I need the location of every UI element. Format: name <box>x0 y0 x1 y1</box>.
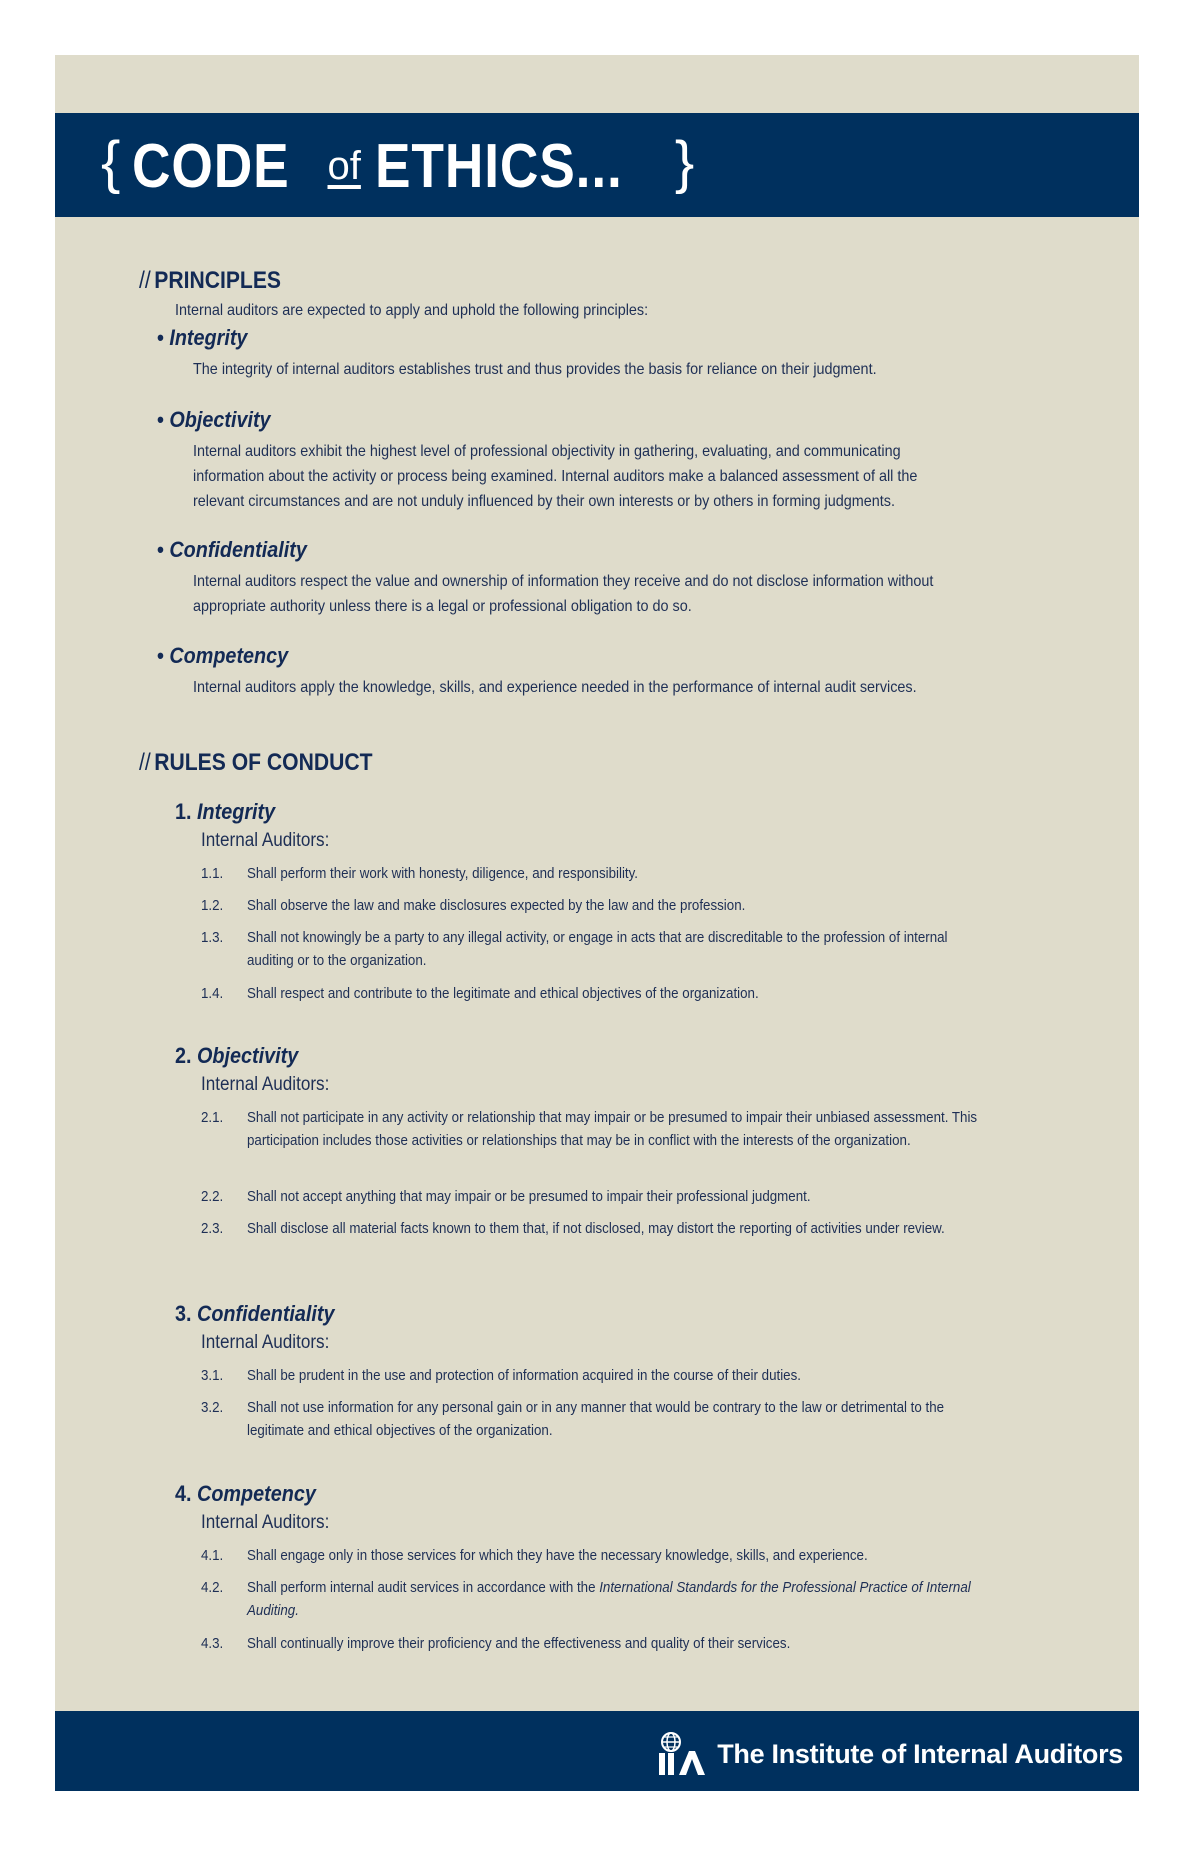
principle-objectivity-text: Internal auditors exhibit the highest level of professional objectivity in gathering, evaluating, and communicating information about the activity or process being examined. Internal auditors make a balanced assessment of all the relevant circumstances and are not unduly influenced by their own interests or by others in forming judgments. <box>193 443 918 510</box>
principle-integrity-text: The integrity of internal auditors establishes trust and thus provides the basis for reliance on their judgment. <box>193 361 877 378</box>
iia-globe-logo-icon <box>657 1731 713 1777</box>
rule-group-competency-heading: 4. Competency <box>175 1481 316 1506</box>
principle-confidentiality-text: Internal auditors respect the value and ownership of information they receive and do not disclose information without appropriate authority unless there is a legal or professional obligation to do so. <box>193 573 934 615</box>
principle-integrity-heading: • Integrity <box>157 325 248 350</box>
title-brace-open: { <box>101 130 121 195</box>
top-band <box>55 55 1139 110</box>
rules-heading-text: RULES OF CONDUCT <box>154 749 373 776</box>
rule-group-confidentiality-heading: 3. Confidentiality <box>175 1301 335 1326</box>
title-bar <box>55 113 1139 217</box>
org-name: The Institute of Internal Auditors <box>717 1738 1123 1769</box>
rule-group-objectivity-subtitle: Internal Auditors: <box>201 1074 330 1095</box>
principle-competency-text: Internal auditors apply the knowledge, skills, and experience needed in the performance of internal audit services. <box>193 679 917 696</box>
code-of-ethics-poster <box>55 55 1139 1791</box>
iia-logo <box>657 1729 1123 1779</box>
rule-group-integrity-heading: 1. Integrity <box>175 799 276 824</box>
footer-bar <box>55 1711 1139 1791</box>
principles-heading <box>139 267 281 295</box>
page-title <box>101 131 694 201</box>
standards-title: International Standards for the Professional Practice of Internal Auditing. <box>247 1580 971 1619</box>
principle-competency-heading: • Competency <box>157 643 289 668</box>
title-word-ethics: ETHICS... <box>374 131 623 201</box>
principles-intro: Internal auditors are expected to apply and uphold the following principles: <box>175 302 649 319</box>
principles-heading-text: PRINCIPLES <box>154 267 282 294</box>
content-area: // PRINCIPLES Internal auditors are expected to apply and uphold the following principles: • Integrity The integrity of internal auditors establishes trust and thus provides the basis for reliance on their judgment. • Objectivity Internal auditors exhibit the highest level of professional objectivity in gathering, evaluating, and communicating information about the activity or process being examined. Internal auditors make a balanced assessment of all the relevant circumstances and are not unduly influenced by their own interests or by others in forming judgments. • Confidentiality Internal auditors respect the value and ownership of information they receive and do not disclose information without appropriate authority unless there is a legal or professional obligation to do so. • Competency Internal auditors apply the knowledge, skills, and experience needed in the performance of internal audit services. // RULES OF CONDUCT 1. Integrity Internal Auditors: 1.1. Shall perform their work with honesty, diligence, and responsibility. 1.2. Shall observe the law and make disclosures expected by the law and the profession. 1.3. Shall not knowingly be a party to any illegal activity, or engage in acts that are discreditable to the profession of internal auditing or to the organization. 1.4. Shall respect and contribute to the legitimate and ethical objectives of the organization. 2. Objectivity Internal Auditors: 2.1. Shall not participate in any activity or relationship that may impair or be presumed to impair their unbiased assessment. This participation includes those activities or relationships that may be in conflict with the interests of the organization. 2.2. Shall not accept anything that may impair or be presumed to impair their professional judgment. 2.3. Shall disclose all material facts known to them that, if not disclosed, may distort the reporting of activities under review. 3. Confidentiality Internal Auditors: 3.1. Shall be prudent in the use and protection of information acquired in the course of their duties. 3.2. Shall not use information for any personal gain or in any manner that would be contrary to the law or detrimental to the legitimate and ethical objectives of the organization. 4. Competency Internal Auditors: 4.1. Shall engage only in those services for which they have the necessary knowledge, skills, and experience. 4.2. Shall perform internal audit services in accordance with the International Standards for the Professional Practice of Internal Auditing. 4.3. Shall continually improve their proficiency and the effectiveness and quality of their services. <box>139 267 978 1652</box>
principles-slashes: // <box>139 267 151 294</box>
title-brace-close: } <box>674 130 695 195</box>
rule-group-competency-subtitle: Internal Auditors: <box>201 1512 330 1533</box>
principle-confidentiality-heading: • Confidentiality <box>157 537 307 562</box>
title-word-of: of <box>327 143 361 188</box>
principle-objectivity-heading: • Objectivity <box>157 407 271 432</box>
rules-heading <box>139 749 373 777</box>
rule-group-confidentiality-subtitle: Internal Auditors: <box>201 1332 330 1353</box>
rules-slashes: // <box>139 749 151 776</box>
rule-group-objectivity-heading: 2. Objectivity <box>175 1043 299 1068</box>
title-word-code: CODE <box>132 131 290 201</box>
rule-group-integrity-subtitle: Internal Auditors: <box>201 830 330 851</box>
